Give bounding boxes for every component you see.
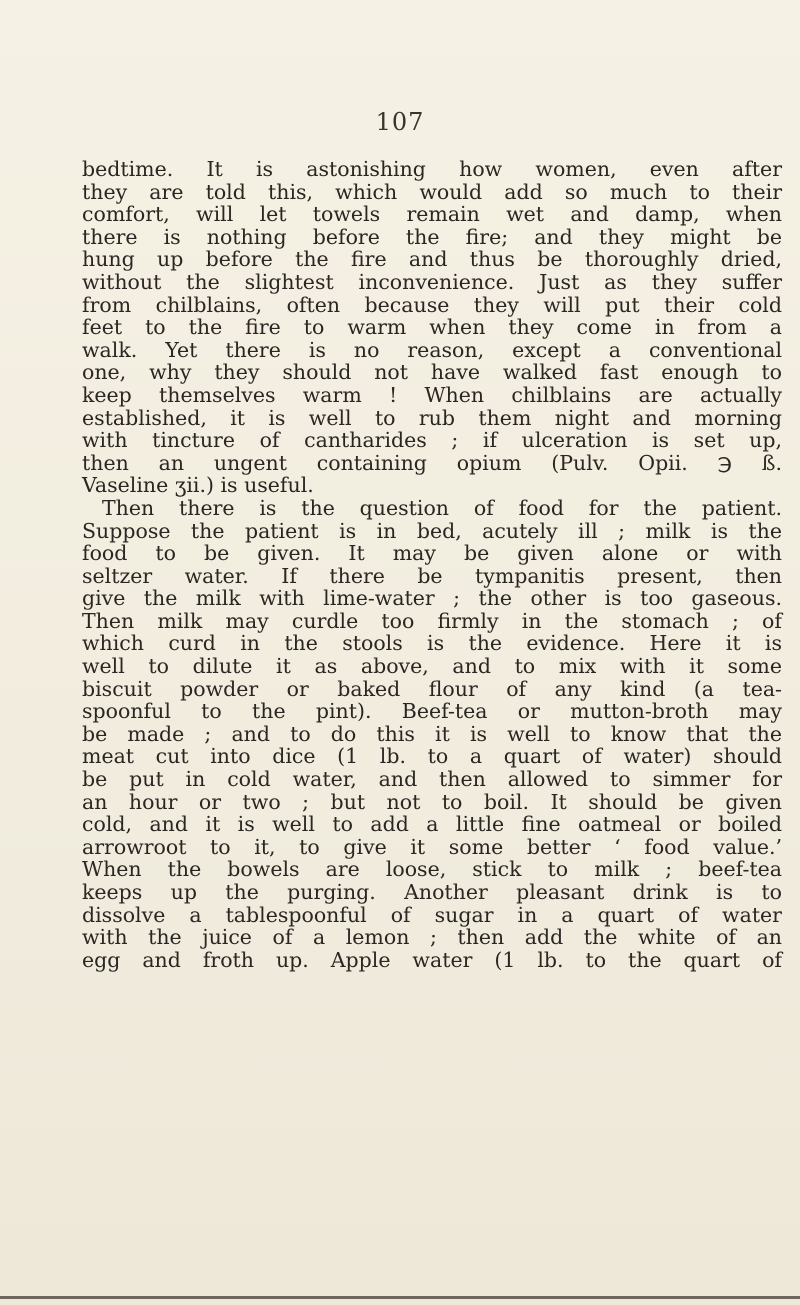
text-line: Then there is the question of food for the patient. [102, 495, 782, 520]
bottom-edge-rule [0, 1296, 800, 1299]
text-line: seltzer water. If there be tympanitis present, then [82, 563, 782, 588]
text-line: cold, and it is well to add a little fine oatmeal or boiled [82, 812, 782, 837]
text-line: without the slightest inconvenience. Just as they suffer [82, 269, 782, 294]
text-line: Suppose the patient is in bed, acutely ill ; milk is the [82, 518, 782, 543]
text-line: from chilblains, often because they will put their cold [82, 292, 782, 317]
text-line: an hour or two ; but not to boil. It should be given [82, 789, 782, 814]
text-line: dissolve a tablespoonful of sugar in a quart of water [82, 902, 782, 927]
text-line: be put in cold water, and then allowed to simmer for [82, 767, 782, 792]
page-number: 107 [375, 108, 425, 136]
text-line: arrowroot to it, to give it some better ‘ food value.’ [82, 834, 782, 859]
text-line: feet to the fire to warm when they come in from a [82, 315, 782, 340]
text-line: hung up before the fire and thus be thoroughly dried, [82, 247, 782, 272]
text-line: bedtime. It is astonishing how women, even after [82, 157, 782, 181]
text-line: one, why they should not have walked fast enough to [82, 360, 782, 385]
text-line: keeps up the purging. Another pleasant drink is to [82, 880, 782, 904]
text-line: they are told this, which would add so much to their [82, 179, 782, 204]
text-line: keep themselves warm ! When chilblains are actually [82, 382, 782, 407]
text-line: with tincture of cantharides ; if ulceration is set up, [82, 428, 782, 453]
text-line: meat cut into dice (1 lb. to a quart of water) should [82, 744, 782, 769]
text-line: which curd in the stools is the evidence. Here it is [82, 631, 782, 656]
text-line: Then milk may curdle too firmly in the stomach ; of [82, 608, 782, 633]
text-line: food to be given. It may be given alone or with [82, 541, 782, 566]
text-line: When the bowels are loose, stick to milk ; beef-tea [82, 857, 782, 882]
text-line: comfort, will let towels remain wet and damp, when [82, 202, 782, 227]
text-line: Vaseline ʒii.) is useful. [82, 473, 314, 498]
body-text [82, 158, 782, 971]
text-line: biscuit powder or baked flour of any kind (a tea- [82, 676, 782, 701]
text-line: established, it is well to rub them night and morning [82, 405, 782, 430]
text-line: then an ungent containing opium (Pulv. Opii. ℈ ß. [82, 450, 782, 475]
text-line: well to dilute it as above, and to mix with it some [82, 654, 782, 679]
text-line: give the milk with lime-water ; the other is too gaseous. [82, 586, 782, 611]
text-line: spoonful to the pint). Beef-tea or mutton-broth may [82, 699, 782, 724]
text-line: egg and froth up. Apple water (1 lb. to the quart of [82, 947, 782, 972]
text-line: be made ; and to do this it is well to know that the [82, 721, 782, 746]
text-line: with the juice of a lemon ; then add the white of an [82, 925, 782, 950]
text-line: there is nothing before the fire; and they might be [82, 224, 782, 249]
text-line: walk. Yet there is no reason, except a conventional [82, 337, 782, 362]
